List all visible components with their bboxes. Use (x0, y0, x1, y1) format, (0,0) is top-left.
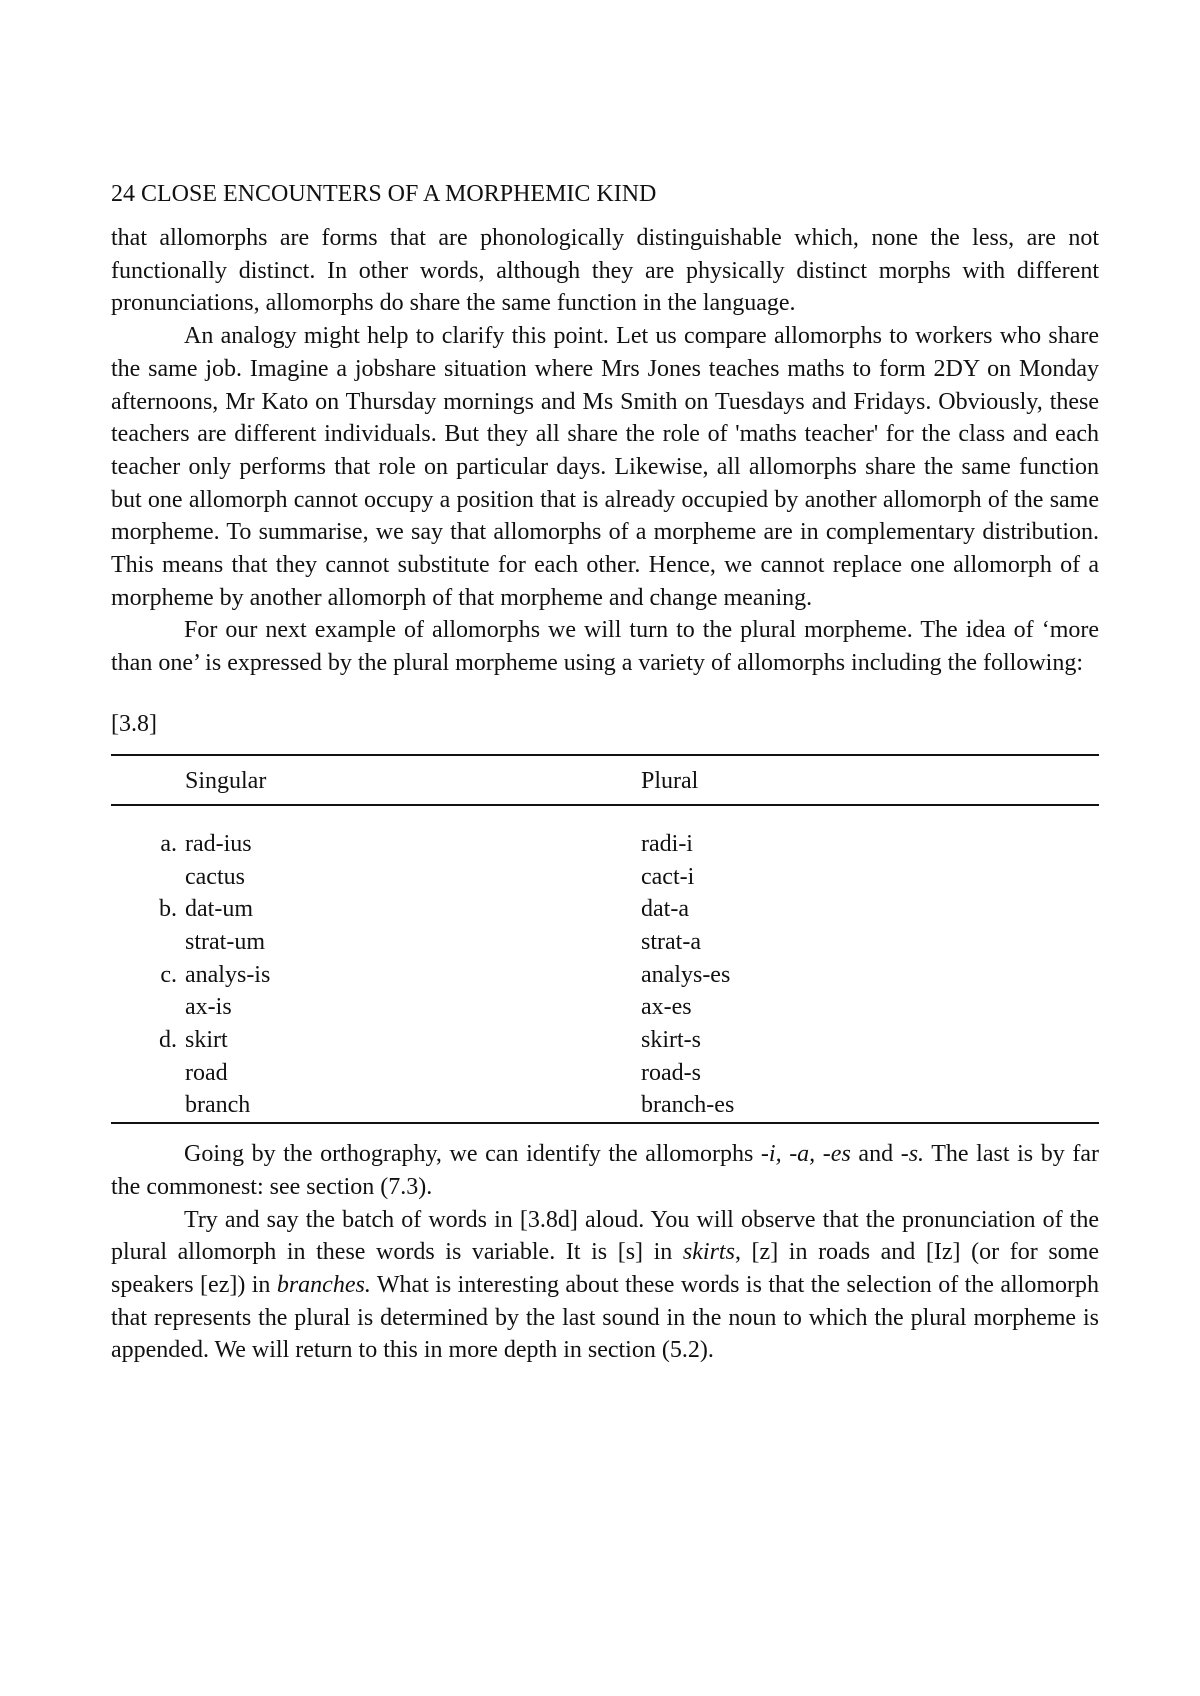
row-letter: a. (160, 830, 177, 857)
example-table (111, 754, 1099, 1124)
paragraph-5 (111, 1204, 1099, 1368)
singular-cell: rad-ius (185, 830, 252, 857)
column-header-plural: Plural (641, 755, 1099, 805)
plural-cell: ax-es (641, 994, 692, 1021)
singular-cell: cactus (185, 863, 245, 890)
row-letter: c. (160, 961, 177, 988)
plural-cell: radi-i (641, 830, 693, 857)
row-letter: d. (159, 1027, 177, 1054)
paragraph-5-text-c: What is interesting about these words is that the selection of the allomorph that represents the plural is determined by the last sound in the noun to which the plural morpheme is appended. We will return to this in more depth in section (5.2). (111, 1271, 1100, 1364)
paragraph-4-text-a: Going by the orthography, we can identify the allomorphs (184, 1141, 761, 1168)
singular-cell: road (185, 1059, 228, 1086)
row-letter: b. (159, 896, 177, 923)
plural-cell: strat-a (641, 928, 701, 955)
allomorph-list-italic: -i, -a, -es (760, 1141, 851, 1168)
paragraph-4 (111, 1138, 1099, 1203)
table-header-row (111, 755, 1099, 805)
paragraph-4-text-b: and (850, 1141, 901, 1168)
paragraph-1: that allomorphs are forms that are phonologically distinguishable which, none the less, are not functionally distinct. In other words, although they are physically distinct morphs with different pronunciations, allomorphs do share the same function in the language. (111, 225, 1099, 317)
singular-cell: skirt (185, 1027, 228, 1054)
running-head: 24 CLOSE ENCOUNTERS OF A MORPHEMIC KIND (111, 181, 657, 207)
plural-cell: road-s (641, 1059, 701, 1086)
singular-cell: branch (185, 1092, 251, 1119)
plural-cell: cact-i (641, 863, 695, 890)
table-row (111, 1024, 1099, 1057)
row-letter (111, 861, 185, 894)
table-row (111, 1057, 1099, 1090)
paragraph-4-text-c: The last is by far the commonest: see section (7.3). (111, 1141, 1100, 1200)
row-letter (111, 1057, 185, 1090)
paragraph-3: For our next example of allomorphs we will turn to the plural morpheme. The idea of ‘more than one’ is expressed by the plural morpheme using a variety of allomorphs including the following: (111, 617, 1099, 677)
row-letter (111, 926, 185, 959)
plural-cell: skirt-s (641, 1027, 701, 1054)
column-header-singular: Singular (185, 755, 641, 805)
example-label: [3.8] (111, 710, 157, 737)
table-row (111, 1089, 1099, 1123)
singular-cell: strat-um (185, 928, 265, 955)
table-row (111, 959, 1099, 992)
paragraph-5-text-b: , [z] in roads and [Iz] (or for some speakers [ez]) in (111, 1239, 1099, 1298)
word-skirts-italic: skirts (682, 1239, 735, 1266)
row-letter (111, 1089, 185, 1123)
plural-cell: analys-es (641, 961, 731, 988)
plural-cell: dat-a (641, 896, 689, 923)
table-row (111, 926, 1099, 959)
singular-cell: dat-um (185, 896, 253, 923)
table-row (111, 805, 1099, 861)
table-row (111, 861, 1099, 894)
paragraph-5-text-a: Try and say the batch of words in [3.8d] aloud. You will observe that the pronunciation of the plural allomorph in these words is variable. It is [s] in (111, 1206, 1099, 1266)
word-branches-italic: branches. (276, 1271, 371, 1298)
header-spacer (111, 755, 185, 805)
table-row (111, 893, 1099, 926)
allomorph-s-italic: -s. (900, 1141, 925, 1168)
paragraph-2: An analogy might help to clarify this point. Let us compare allomorphs to workers who share the same job. Imagine a jobshare situation where Mrs Jones teaches maths to form 2DY on Monday afternoons, Mr Kato on Thursday mornings and Ms Smith on Tuesdays and Fridays. Obviously, these teachers are different individuals. But they all share the role of 'maths teacher' for the class and each teacher only performs that role on particular days. Likewise, all allomorphs share the same function but one allomorph cannot occupy a position that is already occupied by another allomorph of the same morpheme. To summarise, we say that allomorphs of a morpheme are in complementary distribution. This means that they cannot substitute for each other. Hence, we cannot replace one allomorph of a morpheme by another allomorph of that morpheme and change meaning. (111, 323, 1099, 611)
singular-cell: analys-is (185, 961, 271, 988)
plural-cell: branch-es (641, 1092, 735, 1119)
row-letter (111, 991, 185, 1024)
table-row (111, 991, 1099, 1024)
page-body (111, 178, 1099, 1367)
singular-cell: ax-is (185, 994, 232, 1021)
